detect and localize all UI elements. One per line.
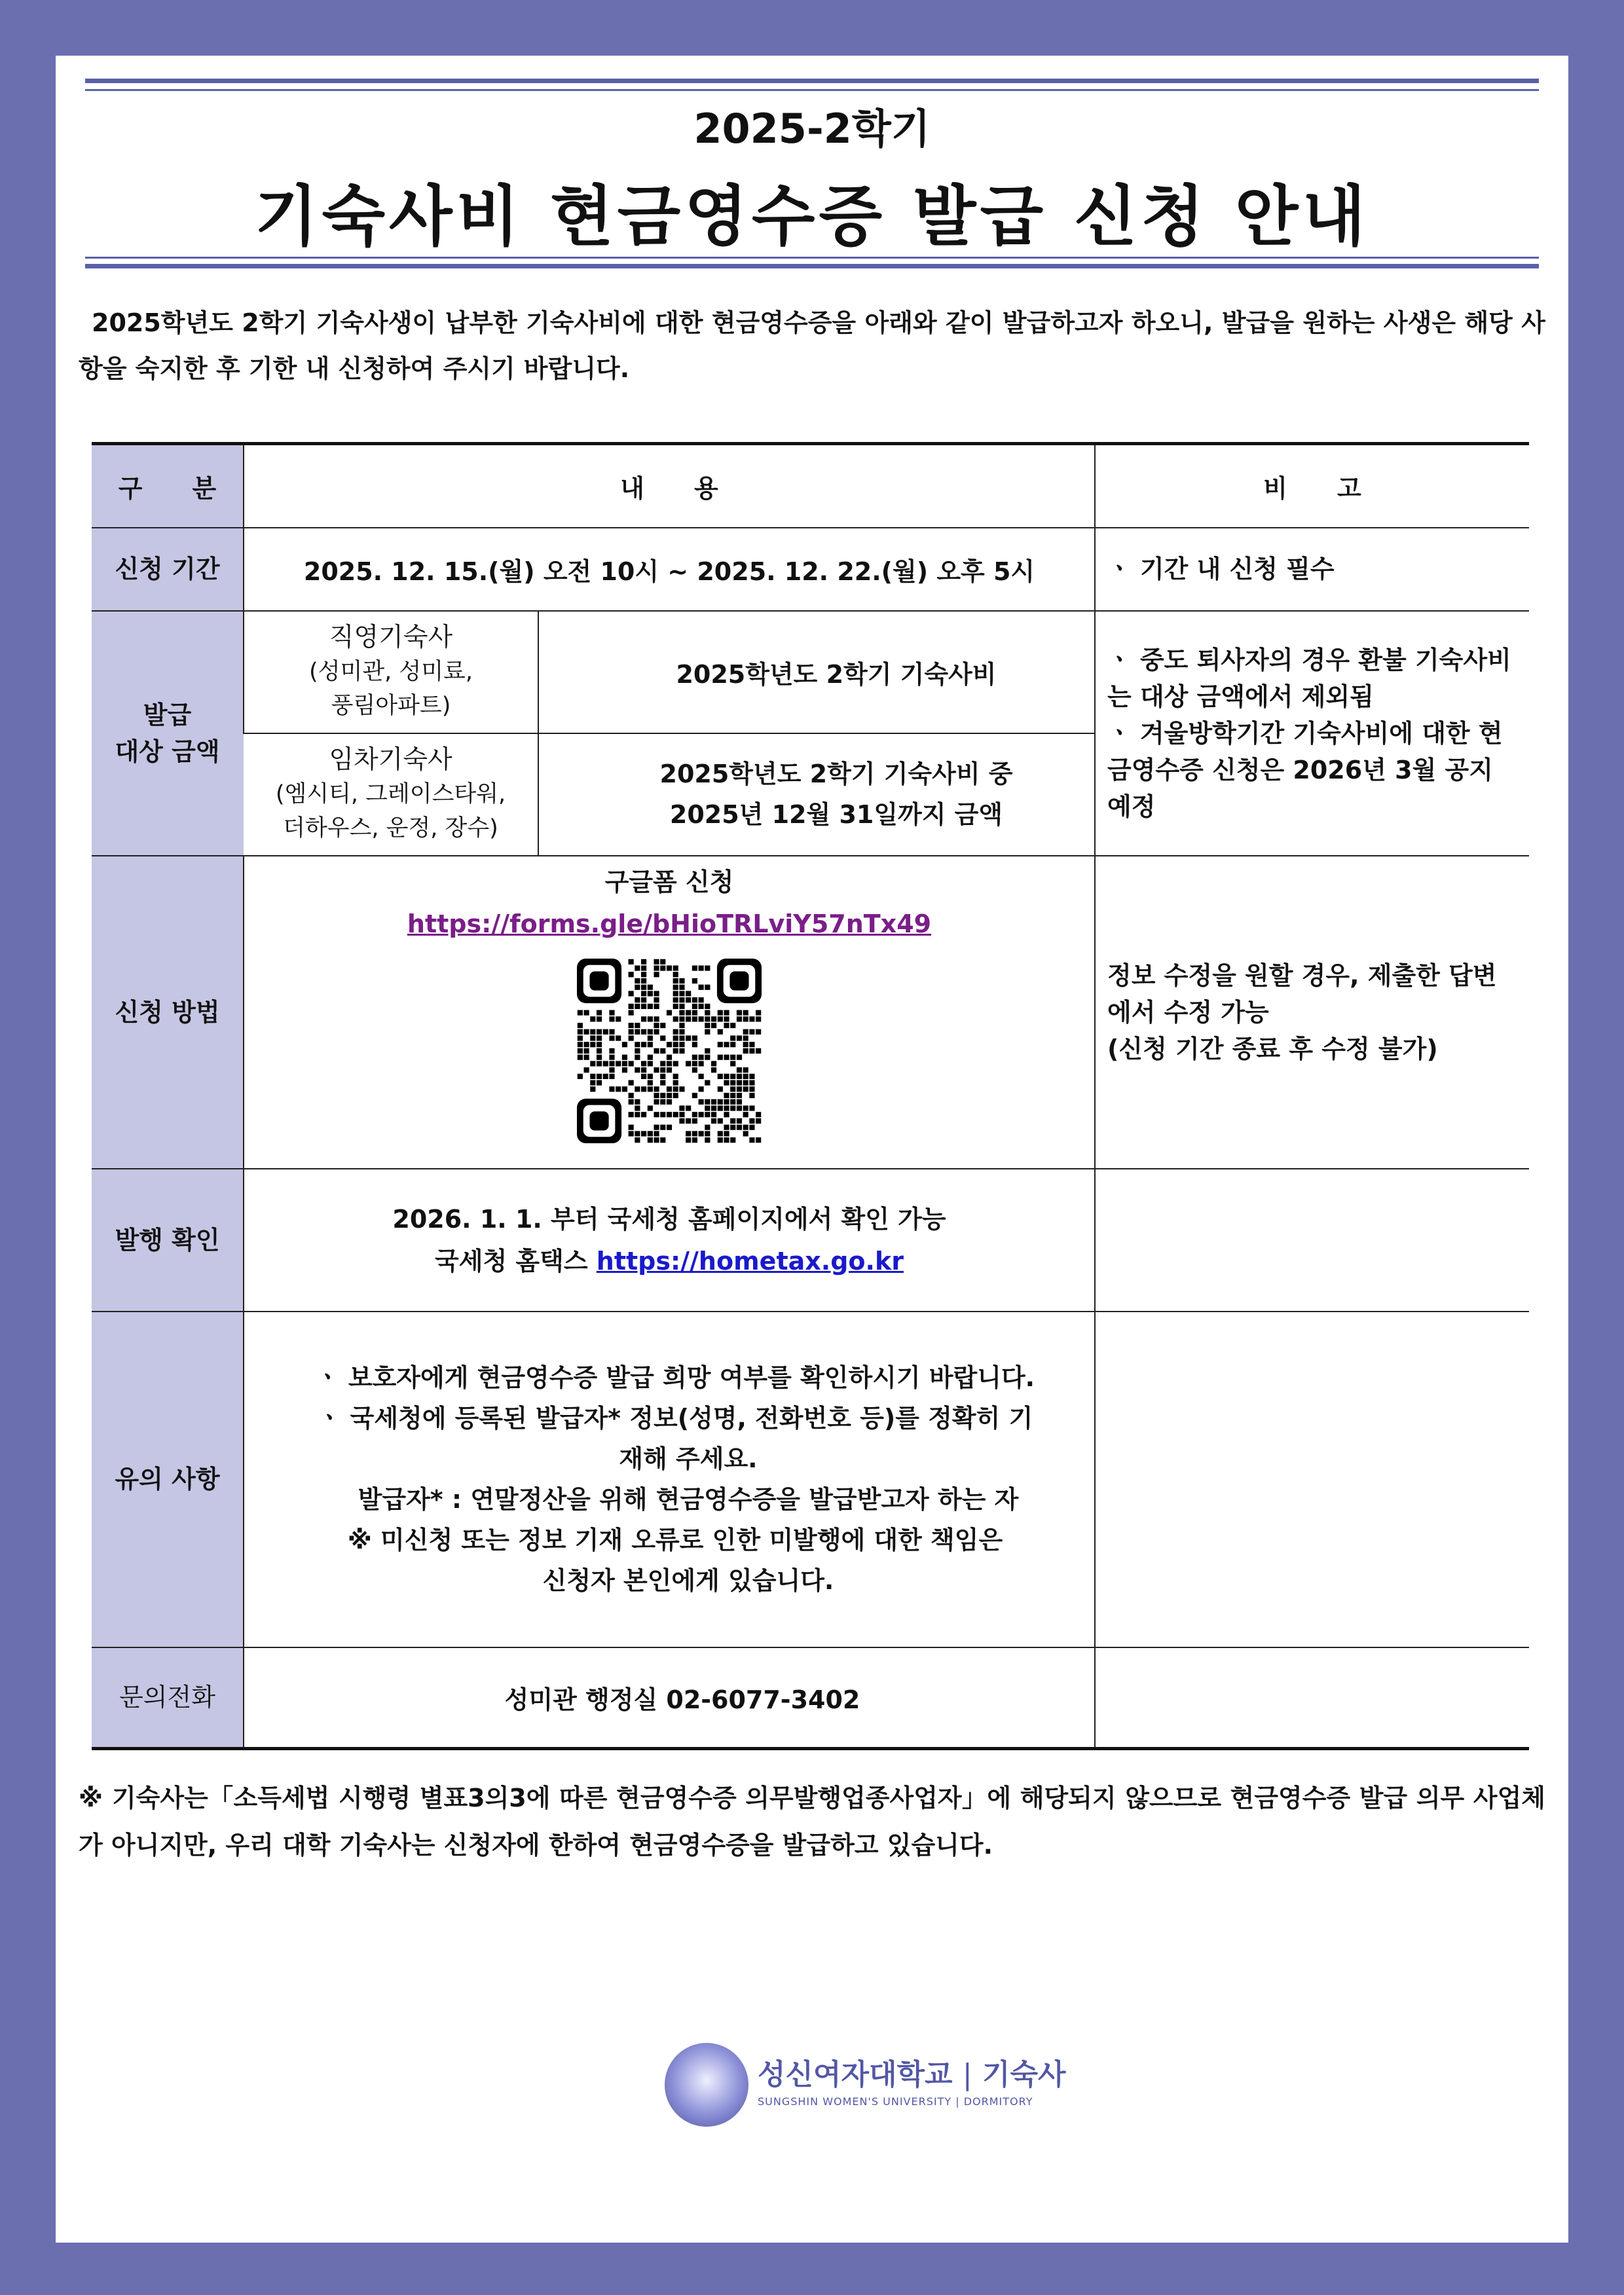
confirm-line1: 2026. 1. 1. 부터 국세청 홈페이지에서 확인 가능 bbox=[392, 1204, 946, 1234]
university-logo bbox=[665, 2043, 1084, 2128]
page-title: 기숙사비 현금영수증 발급 신청 안내 bbox=[254, 178, 1370, 255]
lease-dorm-cell bbox=[244, 733, 538, 856]
target-label-line1: 발급 bbox=[143, 700, 192, 729]
row-period bbox=[92, 528, 1529, 611]
caution-item-2a: ㆍ 국세청에 등록된 발급자* 정보(성명, 전화번호 등)를 정확히 기 bbox=[317, 1404, 1033, 1433]
period-content: 2025. 12. 15.(월) 오전 10시 ~ 2025. 12. 22.(월) 오후 5시 bbox=[244, 528, 1095, 611]
confirm-remark bbox=[1095, 1169, 1529, 1312]
lease-dorm-list1: (엠시티, 그레이스타워, bbox=[275, 781, 506, 807]
period-label: 신청 기간 bbox=[92, 528, 244, 611]
lease-dorm-title: 임차기숙사 bbox=[329, 745, 452, 775]
contact-remark bbox=[1095, 1647, 1529, 1749]
top-rule-thick bbox=[85, 79, 1539, 83]
confirm-label: 발행 확인 bbox=[92, 1169, 244, 1312]
direct-dorm-amount: 2025학년도 2학기 기숙사비 bbox=[538, 611, 1095, 733]
bottom-rule-thick bbox=[85, 264, 1539, 268]
header-content: 내 용 bbox=[244, 444, 1095, 528]
caution-item-2b: 재해 주세요. bbox=[619, 1444, 758, 1473]
method-label: 신청 방법 bbox=[92, 856, 244, 1169]
row-caution bbox=[92, 1312, 1529, 1647]
caution-item-4a: ※ 미신청 또는 정보 기재 오류로 인한 미발행에 대한 책임은 bbox=[347, 1526, 1003, 1554]
lease-dorm-amount bbox=[538, 733, 1095, 856]
caution-item-1: ㆍ 보호자에게 현금영수증 발급 희망 여부를 확인하시기 바랍니다. bbox=[315, 1363, 1035, 1392]
direct-dorm-list2: 풍림아파트) bbox=[331, 693, 451, 719]
confirm-line2-prefix: 국세청 홈택스 bbox=[435, 1246, 597, 1276]
direct-dorm-cell bbox=[244, 611, 538, 733]
top-rule-thin bbox=[85, 89, 1539, 91]
info-table bbox=[92, 442, 1529, 1750]
target-label-line2: 대상 금액 bbox=[115, 737, 220, 766]
bottom-rule-thin bbox=[85, 257, 1539, 259]
period-remark: ㆍ 기간 내 신청 필수 bbox=[1095, 528, 1529, 611]
method-remark bbox=[1095, 856, 1529, 1169]
logo-sub-dept-en: DORMITORY bbox=[963, 2095, 1033, 2108]
target-remarks bbox=[1095, 611, 1529, 856]
row-method bbox=[92, 856, 1529, 1169]
university-emblem-icon bbox=[665, 2043, 748, 2127]
lease-amount-line2: 2025년 12월 31일까지 금액 bbox=[669, 800, 1003, 829]
confirm-content bbox=[244, 1169, 1095, 1312]
qr-code-icon[interactable] bbox=[577, 959, 762, 1143]
method-remark-2: (신청 기간 종료 후 수정 불가) bbox=[1107, 1034, 1438, 1063]
semester-title: 2025-2학기 bbox=[693, 105, 931, 153]
form-title: 구글폼 신청 bbox=[604, 867, 734, 896]
logo-subtext: SUNGSHIN WOMEN'S UNIVERSITY | DORMITORY bbox=[758, 2095, 1033, 2108]
target-remark-1: ㆍ 중도 퇴사자의 경우 환불 기숙사비는 대상 금액에서 제외됨 bbox=[1107, 645, 1511, 711]
caution-remark bbox=[1095, 1312, 1529, 1647]
caution-item-3: 발급자* : 연말정산을 위해 현금영수증을 발급받고자 하는 자 bbox=[358, 1485, 1019, 1514]
logo-text bbox=[758, 2051, 1066, 2093]
direct-dorm-title: 직영기숙사 bbox=[329, 623, 453, 652]
footnote: ※ 기숙사는「소득세법 시행령 별표3의3에 따른 현금영수증 의무발행업종사업자」에 해당되지 않으므로 현금영수증 발급 의무 사업체가 아니지만, 우리 대학 기숙사는 신청자에 한하여 현금영수증을 발급하고 있습니다. bbox=[79, 1784, 1545, 1860]
lease-dorm-list2: 더하우스, 운정, 장수) bbox=[283, 815, 498, 841]
target-remark-2: ㆍ 겨울방학기간 기숙사비에 대한 현금영수증 신청은 2026년 3월 공지 예정 bbox=[1107, 718, 1503, 821]
method-content bbox=[244, 856, 1095, 1169]
intro-paragraph: 2025학년도 2학기 기숙사생이 납부한 기숙사비에 대한 현금영수증을 아래와 같이 발급하고자 하오니, 발급을 원하는 사생은 해당 사항을 숙지한 후 기한 내 신청하여 주시기 바랍니다. bbox=[79, 308, 1545, 383]
logo-separator: | bbox=[962, 2058, 972, 2091]
table-header-row bbox=[92, 444, 1529, 528]
row-target-direct bbox=[92, 611, 1529, 733]
hometax-link[interactable]: https://hometax.go.kr bbox=[596, 1246, 904, 1276]
contact-content: 성미관 행정실 02-6077-3402 bbox=[244, 1647, 1095, 1749]
row-contact bbox=[92, 1647, 1529, 1749]
logo-dept: 기숙사 bbox=[982, 2058, 1066, 2091]
row-confirm bbox=[92, 1169, 1529, 1312]
direct-dorm-list1: (성미관, 성미료, bbox=[309, 659, 473, 685]
caution-item-4b: 신청자 본인에게 있습니다. bbox=[542, 1566, 834, 1595]
header-category: 구 분 bbox=[92, 444, 244, 528]
google-form-link[interactable]: https://forms.gle/bHioTRLviY57nTx49 bbox=[407, 909, 932, 938]
logo-sub-en: SUNGSHIN WOMEN'S UNIVERSITY bbox=[758, 2095, 952, 2108]
lease-amount-line1: 2025학년도 2학기 기숙사비 중 bbox=[659, 760, 1013, 788]
logo-university-name: 성신여자대학교 bbox=[758, 2058, 953, 2091]
target-label bbox=[92, 611, 244, 856]
caution-label: 유의 사항 bbox=[92, 1312, 244, 1647]
method-remark-1: 정보 수정을 원할 경우, 제출한 답변에서 수정 가능 bbox=[1107, 961, 1497, 1027]
header-remarks: 비 고 bbox=[1095, 444, 1529, 528]
caution-content bbox=[244, 1312, 1095, 1647]
contact-label: 문의전화 bbox=[92, 1647, 244, 1749]
document-body bbox=[56, 56, 1568, 2243]
